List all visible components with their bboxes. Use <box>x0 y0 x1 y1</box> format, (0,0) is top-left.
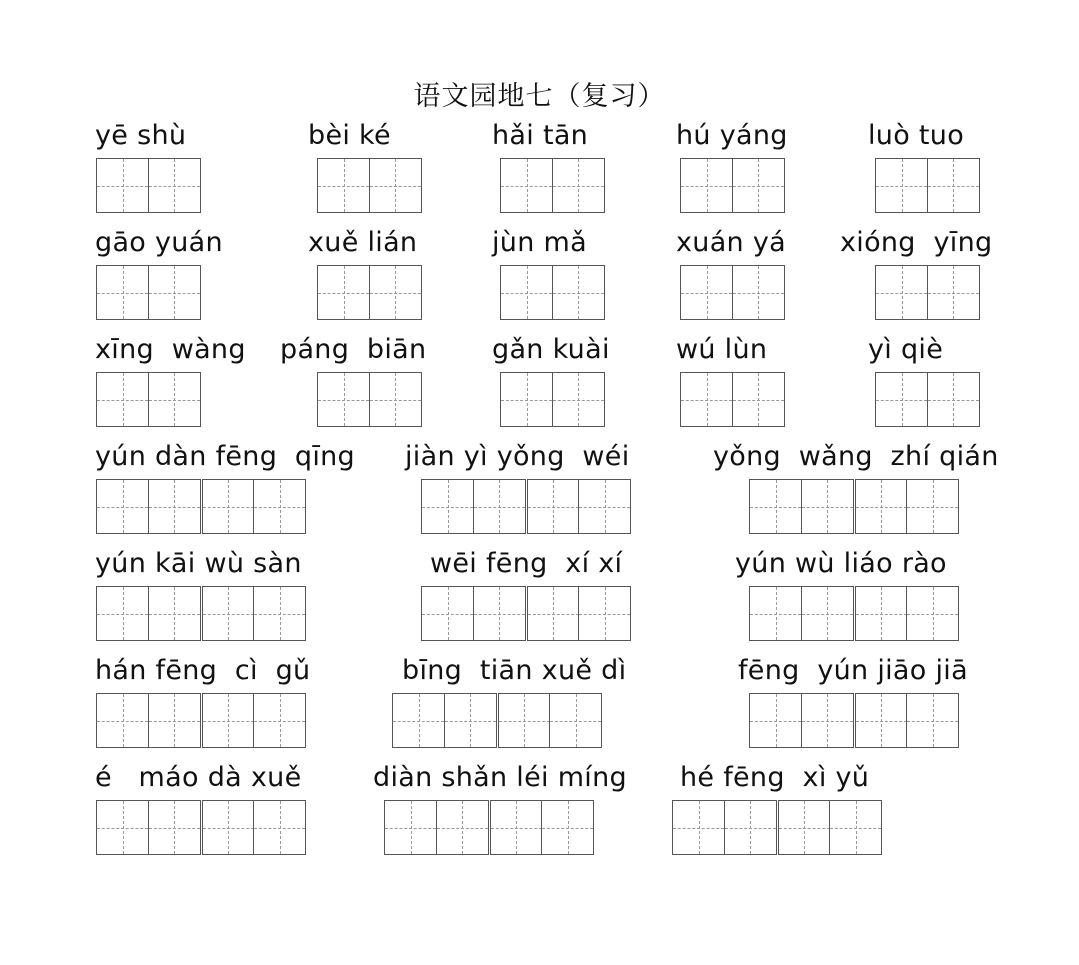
tianzige-box[interactable] <box>253 693 306 748</box>
writing-grid[interactable] <box>421 479 630 534</box>
writing-grid[interactable] <box>672 800 881 855</box>
tianzige-box[interactable] <box>202 479 255 534</box>
pinyin-label: gǎn kuài <box>492 334 610 365</box>
tianzige-box[interactable] <box>527 586 580 641</box>
tianzige-box[interactable] <box>148 479 201 534</box>
writing-grid[interactable] <box>500 158 603 213</box>
tianzige-box[interactable] <box>906 479 959 534</box>
tianzige-box[interactable] <box>680 158 733 213</box>
tianzige-box[interactable] <box>253 800 306 855</box>
writing-grid[interactable] <box>96 479 305 534</box>
pinyin-label: hǎi tān <box>492 120 589 151</box>
tianzige-box[interactable] <box>392 693 445 748</box>
tianzige-box[interactable] <box>672 800 725 855</box>
tianzige-box[interactable] <box>732 372 785 427</box>
pinyin-label: wú lùn <box>676 334 768 365</box>
tianzige-box[interactable] <box>317 265 370 320</box>
tianzige-box[interactable] <box>148 586 201 641</box>
tianzige-box[interactable] <box>369 372 422 427</box>
tianzige-box[interactable] <box>927 265 980 320</box>
writing-grid[interactable] <box>500 265 603 320</box>
tianzige-box[interactable] <box>906 693 959 748</box>
pinyin-label: jiàn yì yǒng wéi <box>405 441 630 472</box>
tianzige-box[interactable] <box>552 265 605 320</box>
writing-grid[interactable] <box>96 800 305 855</box>
tianzige-box[interactable] <box>96 800 149 855</box>
tianzige-box[interactable] <box>96 479 149 534</box>
pinyin-label: bīng tiān xuě dì <box>402 655 627 686</box>
tianzige-box[interactable] <box>148 693 201 748</box>
tianzige-box[interactable] <box>724 800 777 855</box>
writing-grid[interactable] <box>875 158 978 213</box>
pinyin-label: yún wù liáo rào <box>735 548 947 579</box>
tianzige-box[interactable] <box>369 265 422 320</box>
tianzige-box[interactable] <box>749 586 802 641</box>
pinyin-label: bèi ké <box>308 120 391 151</box>
tianzige-box[interactable] <box>778 800 831 855</box>
tianzige-box[interactable] <box>906 586 959 641</box>
tianzige-box[interactable] <box>96 265 149 320</box>
tianzige-box[interactable] <box>202 693 255 748</box>
tianzige-box[interactable] <box>498 693 551 748</box>
tianzige-box[interactable] <box>749 693 802 748</box>
pinyin-label: yún dàn fēng qīng <box>95 441 355 472</box>
writing-grid[interactable] <box>421 586 630 641</box>
tianzige-box[interactable] <box>927 158 980 213</box>
tianzige-box[interactable] <box>732 158 785 213</box>
writing-grid[interactable] <box>317 158 420 213</box>
tianzige-box[interactable] <box>801 586 854 641</box>
writing-grid[interactable] <box>96 372 199 427</box>
tianzige-box[interactable] <box>473 479 526 534</box>
page-title: 语文园地七（复习） <box>413 81 666 112</box>
tianzige-box[interactable] <box>202 586 255 641</box>
pinyin-label: xīng wàng <box>95 334 246 365</box>
pinyin-label: yē shù <box>95 120 187 151</box>
pinyin-label: yún kāi wù sàn <box>95 548 302 579</box>
pinyin-label: jùn mǎ <box>492 227 587 258</box>
pinyin-label: yì qiè <box>868 334 944 365</box>
writing-grid[interactable] <box>392 693 601 748</box>
tianzige-box[interactable] <box>875 265 928 320</box>
writing-grid[interactable] <box>680 265 783 320</box>
tianzige-box[interactable] <box>801 693 854 748</box>
pinyin-label: yǒng wǎng zhí qián <box>713 441 999 472</box>
tianzige-box[interactable] <box>96 586 149 641</box>
tianzige-box[interactable] <box>96 158 149 213</box>
tianzige-box[interactable] <box>855 693 908 748</box>
writing-grid[interactable] <box>96 265 199 320</box>
tianzige-box[interactable] <box>875 372 928 427</box>
writing-grid[interactable] <box>96 693 305 748</box>
tianzige-box[interactable] <box>444 693 497 748</box>
pinyin-label: páng biān <box>280 334 427 365</box>
writing-grid[interactable] <box>875 265 978 320</box>
tianzige-box[interactable] <box>317 372 370 427</box>
tianzige-box[interactable] <box>578 479 631 534</box>
tianzige-box[interactable] <box>500 372 553 427</box>
writing-grid[interactable] <box>500 372 603 427</box>
tianzige-box[interactable] <box>96 693 149 748</box>
pinyin-label: wēi fēng xí xí <box>430 548 623 579</box>
pinyin-label: é máo dà xuě <box>95 762 302 793</box>
tianzige-box[interactable] <box>253 586 306 641</box>
pinyin-label: hán fēng cì gǔ <box>95 655 311 686</box>
tianzige-box[interactable] <box>749 479 802 534</box>
writing-grid[interactable] <box>96 158 199 213</box>
tianzige-box[interactable] <box>148 265 201 320</box>
tianzige-box[interactable] <box>421 479 474 534</box>
pinyin-label: gāo yuán <box>95 227 223 258</box>
tianzige-box[interactable] <box>732 265 785 320</box>
pinyin-label: diàn shǎn léi míng <box>373 762 627 793</box>
pinyin-label: xióng yīng <box>840 227 993 258</box>
tianzige-box[interactable] <box>253 479 306 534</box>
tianzige-box[interactable] <box>369 158 422 213</box>
pinyin-label: luò tuo <box>868 120 965 151</box>
tianzige-box[interactable] <box>578 586 631 641</box>
tianzige-box[interactable] <box>148 800 201 855</box>
tianzige-box[interactable] <box>473 586 526 641</box>
tianzige-box[interactable] <box>552 158 605 213</box>
tianzige-box[interactable] <box>490 800 543 855</box>
writing-grid[interactable] <box>749 693 958 748</box>
tianzige-box[interactable] <box>148 372 201 427</box>
writing-grid[interactable] <box>680 158 783 213</box>
pinyin-label: fēng yún jiāo jiā <box>738 655 968 686</box>
tianzige-box[interactable] <box>680 265 733 320</box>
tianzige-box[interactable] <box>875 158 928 213</box>
tianzige-box[interactable] <box>500 265 553 320</box>
tianzige-box[interactable] <box>96 372 149 427</box>
writing-grid[interactable] <box>317 372 420 427</box>
writing-grid[interactable] <box>680 372 783 427</box>
tianzige-box[interactable] <box>500 158 553 213</box>
tianzige-box[interactable] <box>541 800 594 855</box>
tianzige-box[interactable] <box>680 372 733 427</box>
tianzige-box[interactable] <box>436 800 489 855</box>
writing-grid[interactable] <box>875 372 978 427</box>
writing-grid[interactable] <box>317 265 420 320</box>
tianzige-box[interactable] <box>148 158 201 213</box>
tianzige-box[interactable] <box>549 693 602 748</box>
pinyin-label: xuě lián <box>308 227 418 258</box>
tianzige-box[interactable] <box>384 800 437 855</box>
tianzige-box[interactable] <box>317 158 370 213</box>
writing-grid[interactable] <box>96 586 305 641</box>
pinyin-label: hé fēng xì yǔ <box>680 762 870 793</box>
tianzige-box[interactable] <box>801 479 854 534</box>
writing-grid[interactable] <box>384 800 593 855</box>
tianzige-box[interactable] <box>855 479 908 534</box>
tianzige-box[interactable] <box>927 372 980 427</box>
tianzige-box[interactable] <box>202 800 255 855</box>
tianzige-box[interactable] <box>527 479 580 534</box>
writing-grid[interactable] <box>749 586 958 641</box>
tianzige-box[interactable] <box>421 586 474 641</box>
tianzige-box[interactable] <box>855 586 908 641</box>
tianzige-box[interactable] <box>552 372 605 427</box>
pinyin-label: hú yáng <box>676 120 788 151</box>
writing-grid[interactable] <box>749 479 958 534</box>
tianzige-box[interactable] <box>829 800 882 855</box>
pinyin-label: xuán yá <box>676 227 786 258</box>
